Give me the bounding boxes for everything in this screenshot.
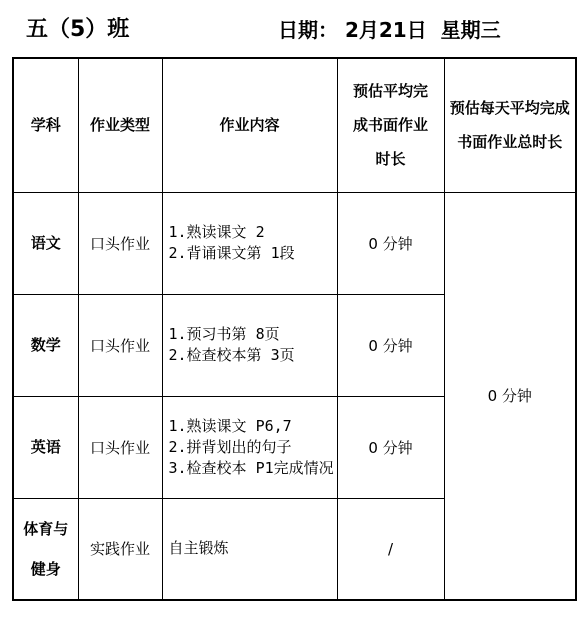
content-cell: [162, 396, 337, 498]
content-line: 1.熟读课文 P6,7: [168, 416, 292, 435]
type-cell: 口头作业: [78, 294, 162, 396]
subject-line: 健身: [30, 559, 61, 578]
header-written-duration-line: 成书面作业: [352, 116, 428, 135]
header-total-duration-line: 预估每天平均完成: [449, 99, 570, 118]
header-content: 作业内容: [162, 58, 337, 192]
content-cell: [162, 294, 337, 396]
header-written-duration: [337, 58, 444, 192]
weekday: 星期三: [440, 18, 501, 42]
subject-line: 体育与: [23, 519, 69, 538]
header-type: 作业类型: [78, 58, 162, 192]
homework-table: [12, 57, 577, 601]
type-cell: 口头作业: [78, 192, 162, 294]
content-line: 2.拼背划出的句子: [168, 437, 292, 456]
minutes-cell: 0 分钟: [337, 294, 444, 396]
header-written-duration-line: 时长: [375, 150, 406, 169]
minutes-cell: /: [337, 498, 444, 600]
subject-cell: 英语: [13, 396, 78, 498]
content-line: 自主锻炼: [168, 539, 229, 558]
minutes-cell: 0 分钟: [337, 396, 444, 498]
type-cell: 口头作业: [78, 396, 162, 498]
content-line: 1.预习书第 8页: [168, 325, 280, 343]
date-value: 2月21日: [344, 18, 427, 42]
content-line: 2.检查校本第 3页: [168, 346, 295, 364]
header-total-duration: [444, 58, 576, 192]
content-line: 3.检查校本 P1完成情况: [168, 458, 334, 477]
date-line: [278, 14, 501, 43]
type-cell: 实践作业: [78, 498, 162, 600]
date-label: 日期：: [278, 18, 338, 42]
content-line: 1.熟读课文 2: [168, 223, 265, 241]
content-cell: [162, 192, 337, 294]
total-minutes-cell: 0 分钟: [444, 192, 576, 600]
subject-cell: 语文: [13, 192, 78, 294]
table-row: [13, 192, 576, 294]
content-line: 2.背诵课文第 1段: [168, 244, 295, 262]
subject-cell: [13, 498, 78, 600]
content-cell: [162, 498, 337, 600]
subject-cell: 数学: [13, 294, 78, 396]
header-total-duration-line: 书面作业总时长: [457, 133, 563, 152]
header-written-duration-line: 预估平均完: [352, 82, 428, 101]
table-header-row: [13, 58, 576, 192]
minutes-cell: 0 分钟: [337, 192, 444, 294]
header-subject: 学科: [13, 58, 78, 192]
page-header: [0, 10, 587, 46]
class-name: 五（5）班: [26, 17, 130, 42]
